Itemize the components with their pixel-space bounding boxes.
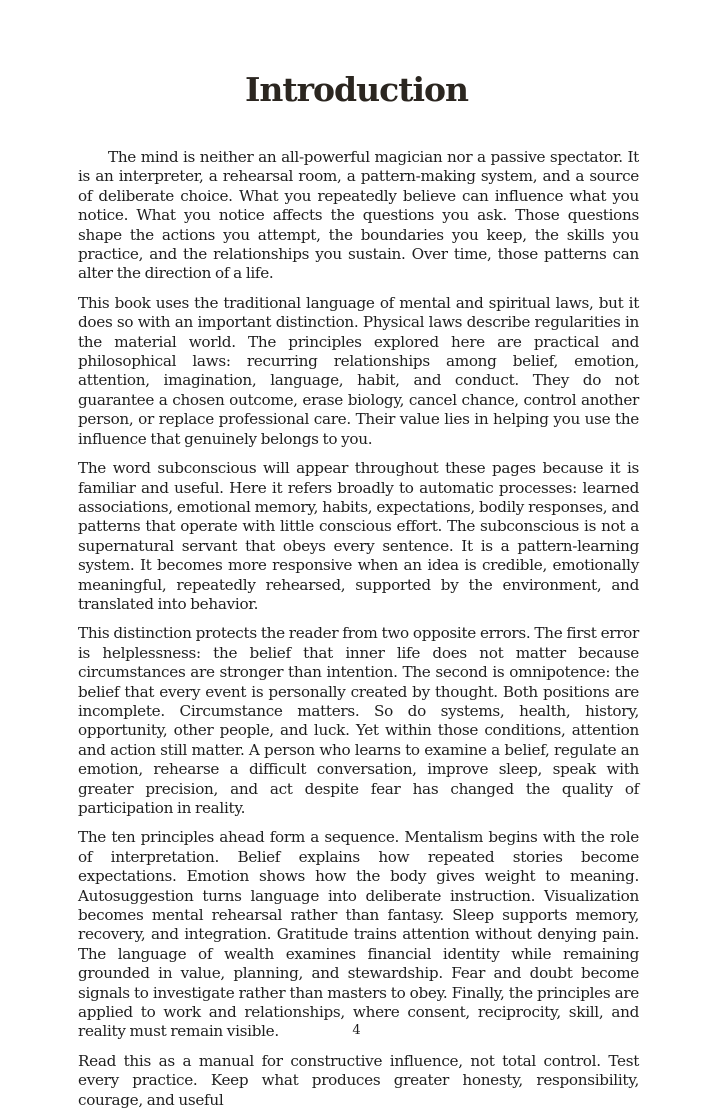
paragraph: Read this as a manual for constructive influence, not total control. Test every practice. Keep what produces greater honesty, responsibility, courage, and useful xyxy=(78,1051,639,1109)
body-text xyxy=(78,148,639,1120)
paragraph: This distinction protects the reader from two opposite errors. The first error is helplessness: the belief that inner life does not matter because circumstances are stronger than intention. The second is omnipotence: the belief that every event is personally created by thought. Both positions are incomplete. Circumstance matters. So do systems, health, history, opportunity, other people, and luck. Yet within those conditions, attention and action still matter. A person who learns to examine a belief, regulate an emotion, rehearse a difficult conversation, improve sleep, speak with greater precision, and act despite fear has changed the quality of participation in reality. xyxy=(78,624,639,817)
page-number: 4 xyxy=(352,1023,361,1038)
paragraph: The ten principles ahead form a sequence. Mentalism begins with the role of interpretation. Belief explains how repeated stories become expectations. Emotion shows how the body gives weight to meaning. Autosuggestion turns language into deliberate instruction. Visualization becomes mental rehearsal rather than fantasy. Sleep supports memory, recovery, and integration. Gratitude trains attention without denying pain. The language of wealth examines financial identity while remaining grounded in value, planning, and stewardship. Fear and doubt become signals to investigate rather than masters to obey. Finally, the principles are applied to work and relationships, where consent, reciprocity, skill, and reality must remain visible. xyxy=(78,828,639,1041)
paragraph: The word subconscious will appear throughout these pages because it is familiar and useful. Here it refers broadly to automatic processes: learned associations, emotional memory, habits, expectations, bodily responses, and patterns that operate with little conscious effort. The subconscious is not a supernatural servant that obeys every sentence. It is a pattern-learning system. It becomes more responsive when an idea is credible, emotionally meaningful, repeatedly rehearsed, supported by the environment, and translated into behavior. xyxy=(78,459,639,613)
paragraph: This book uses the traditional language of mental and spiritual laws, but it does so with an important distinction. Physical laws describe regularities in the material world. The principles explored here are practical and philosophical laws: recurring relationships among belief, emotion, attention, imagination, language, habit, and conduct. They do not guarantee a chosen outcome, erase biology, cancel chance, control another person, or replace professional care. Their value lies in helping you use the influence that genuinely belongs to you. xyxy=(78,293,639,448)
paragraph: The mind is neither an all-powerful magician nor a passive spectator. It is an interpreter, a rehearsal room, a pattern-making system, and a source of deliberate choice. What you repeatedly believe can influence what you notice. What you notice affects the questions you ask. Those questions shape the actions you attempt, the boundaries you keep, the skills you practice, and the relationships you sustain. Over time, those patterns can alter the direction of a life. xyxy=(78,148,639,283)
page-title: Introduction xyxy=(244,70,468,109)
